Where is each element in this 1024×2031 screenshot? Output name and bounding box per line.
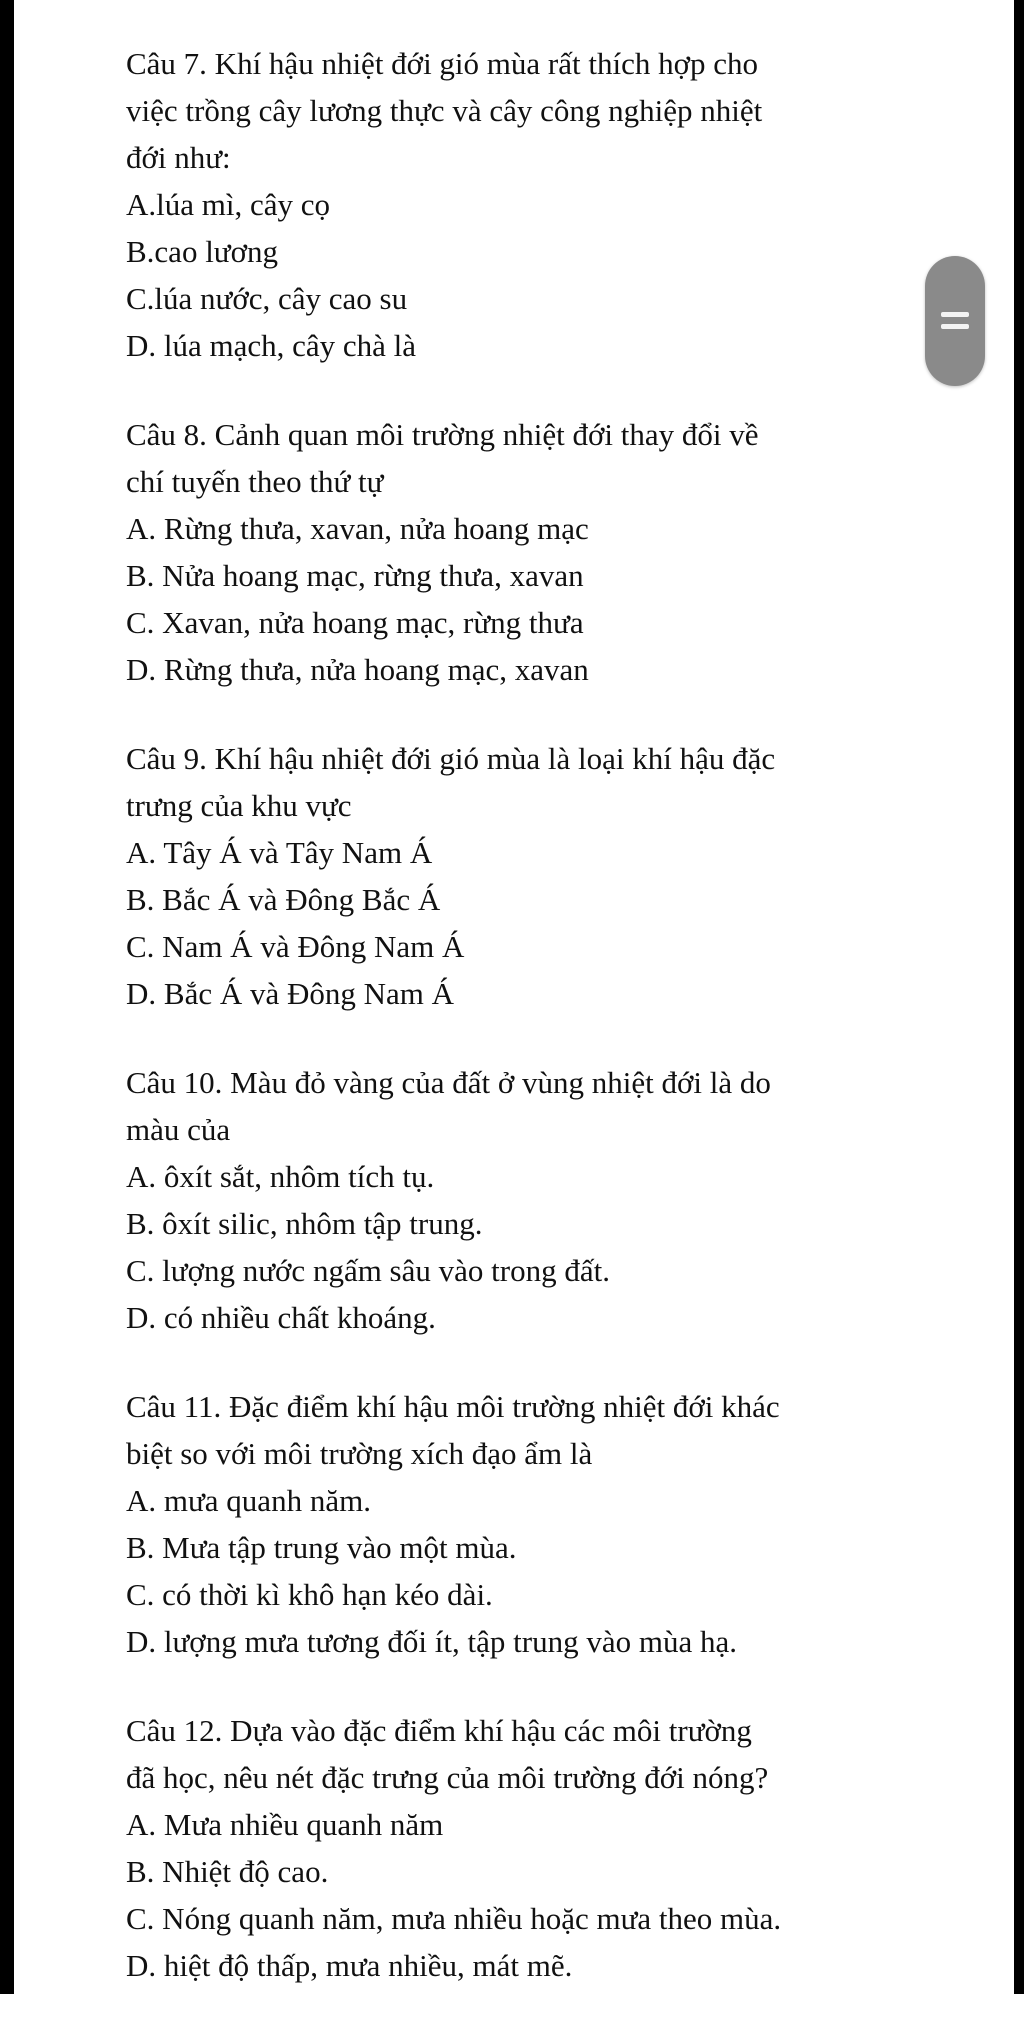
question-10 bbox=[126, 1059, 916, 1341]
answer-option-b: B. Nhiệt độ cao. bbox=[126, 1854, 329, 1889]
answer-option-d: D. Bắc Á và Đông Nam Á bbox=[126, 976, 455, 1011]
answer-option-d: D. Rừng thưa, nửa hoang mạc, xavan bbox=[126, 652, 589, 687]
answer-option-d: D. có nhiều chất khoáng. bbox=[126, 1300, 436, 1335]
drag-handle-icon bbox=[941, 312, 969, 317]
answer-option-a: A.lúa mì, cây cọ bbox=[126, 187, 331, 222]
scroll-handle[interactable] bbox=[925, 256, 985, 386]
question-stem-line: trưng của khu vực bbox=[126, 788, 352, 823]
question-stem-line: Câu 9. Khí hậu nhiệt đới gió mùa là loại khí hậu đặc bbox=[126, 741, 776, 776]
answer-option-a: A. Tây Á và Tây Nam Á bbox=[126, 835, 433, 870]
question-stem-line: Câu 10. Màu đỏ vàng của đất ở vùng nhiệt đới là do bbox=[126, 1065, 771, 1100]
answer-option-c: C. có thời kì khô hạn kéo dài. bbox=[126, 1577, 493, 1612]
question-stem-line: việc trồng cây lương thực và cây công nghiệp nhiệt bbox=[126, 93, 763, 128]
answer-option-d: D. lượng mưa tương đối ít, tập trung vào mùa hạ. bbox=[126, 1624, 737, 1659]
document-page bbox=[126, 40, 916, 2031]
answer-option-c: C. Nóng quanh năm, mưa nhiều hoặc mưa theo mùa. bbox=[126, 1901, 782, 1936]
answer-option-c: C. lượng nước ngấm sâu vào trong đất. bbox=[126, 1253, 610, 1288]
question-7 bbox=[126, 40, 916, 369]
right-screen-edge bbox=[1014, 0, 1024, 1994]
question-12 bbox=[126, 1707, 916, 1989]
answer-option-d: D. hiệt độ thấp, mưa nhiều, mát mẽ. bbox=[126, 1948, 573, 1983]
question-stem-line: đới như: bbox=[126, 140, 231, 175]
question-stem-line: Câu 8. Cảnh quan môi trường nhiệt đới thay đổi về bbox=[126, 417, 759, 452]
answer-option-c: C. Xavan, nửa hoang mạc, rừng thưa bbox=[126, 605, 584, 640]
answer-option-c: C. Nam Á và Đông Nam Á bbox=[126, 929, 465, 964]
question-stem-line: đã học, nêu nét đặc trưng của môi trường đới nóng? bbox=[126, 1760, 769, 1795]
drag-handle-icon bbox=[941, 324, 969, 329]
answer-option-b: B. ôxít silic, nhôm tập trung. bbox=[126, 1206, 483, 1241]
answer-option-b: B. Nửa hoang mạc, rừng thưa, xavan bbox=[126, 558, 584, 593]
question-11 bbox=[126, 1383, 916, 1665]
answer-option-a: A. Rừng thưa, xavan, nửa hoang mạc bbox=[126, 511, 589, 546]
question-stem-line: chí tuyến theo thứ tự bbox=[126, 464, 384, 499]
question-stem-line: Câu 12. Dựa vào đặc điểm khí hậu các môi trường bbox=[126, 1713, 752, 1748]
answer-option-b: B. Mưa tập trung vào một mùa. bbox=[126, 1530, 517, 1565]
question-stem-line: màu của bbox=[126, 1112, 231, 1147]
question-9 bbox=[126, 735, 916, 1017]
answer-option-d: D. lúa mạch, cây chà là bbox=[126, 328, 417, 363]
question-stem-line: biệt so với môi trường xích đạo ẩm là bbox=[126, 1436, 593, 1471]
answer-option-a: A. ôxít sắt, nhôm tích tụ. bbox=[126, 1159, 435, 1194]
answer-option-c: C.lúa nước, cây cao su bbox=[126, 281, 408, 316]
question-stem-line: Câu 11. Đặc điểm khí hậu môi trường nhiệt đới khác bbox=[126, 1389, 780, 1424]
question-8 bbox=[126, 411, 916, 693]
answer-option-a: A. Mưa nhiều quanh năm bbox=[126, 1807, 444, 1842]
answer-option-a: A. mưa quanh năm. bbox=[126, 1483, 371, 1518]
left-screen-edge bbox=[0, 0, 14, 1994]
question-stem-line: Câu 7. Khí hậu nhiệt đới gió mùa rất thích hợp cho bbox=[126, 46, 759, 81]
answer-option-b: B.cao lương bbox=[126, 234, 279, 269]
answer-option-b: B. Bắc Á và Đông Bắc Á bbox=[126, 882, 441, 917]
